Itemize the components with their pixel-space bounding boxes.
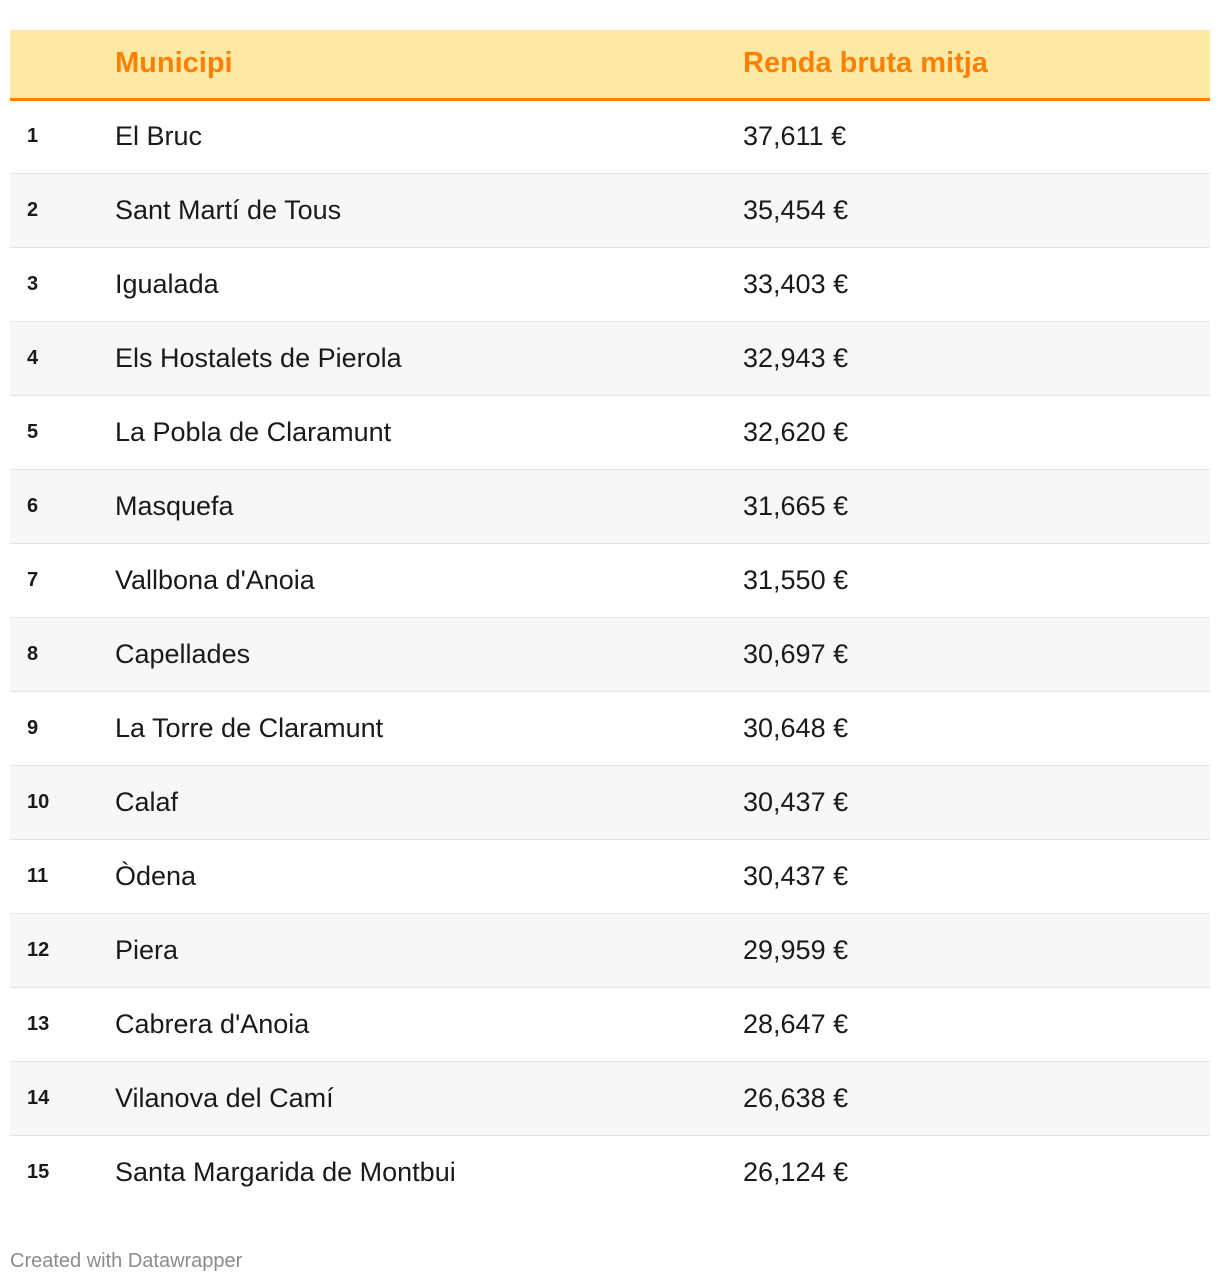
header-renda: Renda bruta mitja (743, 30, 1210, 99)
row-municipi: Masquefa (115, 490, 234, 521)
table-body (10, 99, 1210, 1209)
table-row (10, 987, 1210, 1061)
row-rank: 3 (27, 272, 39, 295)
row-renda: 30,697 € (743, 638, 849, 669)
table-row (10, 469, 1210, 543)
row-renda: 31,550 € (743, 564, 849, 595)
row-renda: 29,959 € (743, 934, 849, 965)
row-rank: 6 (27, 494, 39, 517)
row-municipi: Cabrera d'Anoia (115, 1008, 310, 1039)
row-rank: 2 (27, 198, 39, 221)
table-header (10, 30, 1210, 99)
row-rank: 9 (27, 716, 39, 739)
row-renda: 30,437 € (743, 860, 849, 891)
row-municipi: Òdena (115, 860, 197, 891)
table-row (10, 839, 1210, 913)
row-renda: 30,437 € (743, 786, 849, 817)
header-row (10, 30, 1210, 99)
row-rank: 13 (27, 1012, 50, 1035)
row-rank: 11 (27, 864, 49, 887)
data-table-container (10, 30, 1210, 1209)
table-row (10, 691, 1210, 765)
table-row (10, 617, 1210, 691)
row-municipi: Els Hostalets de Pierola (115, 342, 402, 373)
row-municipi: Capellades (115, 638, 251, 669)
table-row (10, 321, 1210, 395)
row-rank: 7 (27, 568, 39, 591)
row-rank: 10 (27, 790, 50, 813)
row-renda: 32,620 € (743, 416, 849, 447)
footer-credit: Created with Datawrapper (10, 1250, 243, 1272)
row-municipi: La Pobla de Claramunt (115, 416, 392, 447)
row-municipi: Santa Margarida de Montbui (115, 1156, 456, 1187)
table-row (10, 1135, 1210, 1209)
row-renda: 31,665 € (743, 490, 849, 521)
row-rank: 4 (27, 346, 39, 369)
header-municipi: Municipi (115, 30, 743, 99)
row-municipi: Vilanova del Camí (115, 1082, 334, 1113)
row-municipi: Sant Martí de Tous (115, 194, 342, 225)
row-municipi: La Torre de Claramunt (115, 712, 384, 743)
table-row (10, 543, 1210, 617)
row-renda: 28,647 € (743, 1008, 849, 1039)
row-renda: 37,611 € (743, 121, 847, 151)
table-row (10, 247, 1210, 321)
row-municipi: Vallbona d'Anoia (115, 564, 315, 595)
row-municipi: Igualada (115, 268, 219, 299)
row-rank: 15 (27, 1160, 50, 1183)
table-row (10, 99, 1210, 173)
row-renda: 26,638 € (743, 1082, 849, 1113)
header-rank (10, 30, 115, 99)
row-rank: 14 (27, 1086, 50, 1109)
table-row (10, 765, 1210, 839)
row-renda: 32,943 € (743, 342, 849, 373)
row-rank: 12 (27, 938, 50, 961)
row-renda: 33,403 € (743, 268, 849, 299)
row-renda: 26,124 € (743, 1156, 849, 1187)
table-row (10, 1061, 1210, 1135)
table-row (10, 913, 1210, 987)
row-rank: 1 (27, 125, 39, 147)
row-municipi: Calaf (115, 786, 179, 817)
row-renda: 35,454 € (743, 194, 849, 225)
row-renda: 30,648 € (743, 712, 849, 743)
table-row (10, 395, 1210, 469)
income-table (10, 30, 1210, 1209)
row-municipi: El Bruc (115, 121, 203, 151)
row-rank: 8 (27, 642, 39, 665)
table-row (10, 173, 1210, 247)
row-municipi: Piera (115, 934, 179, 965)
row-rank: 5 (27, 420, 39, 443)
